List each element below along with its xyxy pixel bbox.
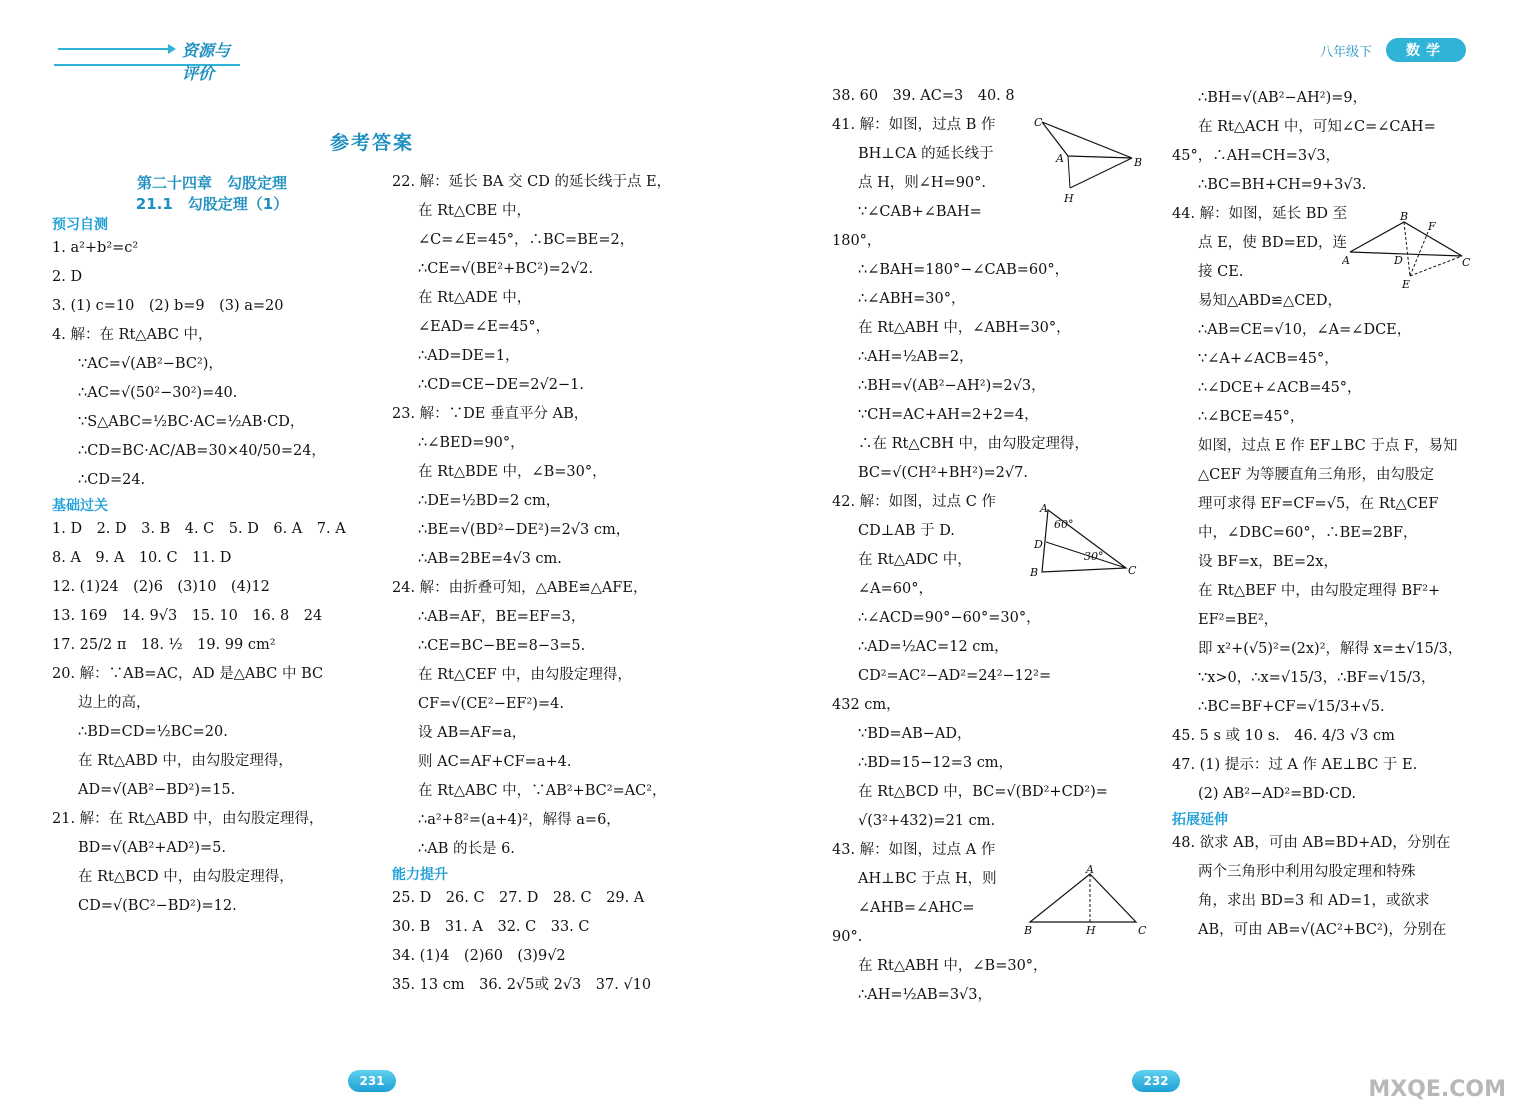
- answer-line: 41. 解：如图，过点 B 作: [832, 117, 996, 133]
- answer-line: 13. 169 14. 9√3 15. 10 16. 8 24: [52, 608, 323, 624]
- answer-line: 两个三角形中利用勾股定理和特殊: [1198, 864, 1416, 880]
- fig-label: B: [1400, 210, 1409, 223]
- fig-label: H: [1086, 924, 1096, 937]
- answer-line: ∴在 Rt△CBH 中，由勾股定理得，: [858, 436, 1090, 452]
- watermark-logo: MXQE.COM: [1368, 1077, 1506, 1102]
- figure-41: [1034, 112, 1146, 204]
- answer-line: CD=√(BC²−BD²)=12.: [78, 898, 237, 914]
- answer-line: 90°.: [832, 929, 863, 945]
- answer-line: ∠EAD=∠E=45°，: [418, 319, 551, 335]
- answer-line: ∴∠ACD=90°−60°=30°，: [858, 610, 1041, 626]
- answer-line: CD⊥AB 于 D.: [858, 523, 955, 539]
- answer-line: 2. D: [52, 269, 83, 285]
- answer-line: ∴CD=BC·AC/AB=30×40/50=24，: [78, 443, 326, 459]
- answer-line: ∠C=∠E=45°，∴BC=BE=2，: [418, 232, 635, 248]
- answer-line: 接 CE.: [1198, 264, 1244, 280]
- answer-line: 38. 60 39. AC=3 40. 8: [832, 88, 1015, 104]
- answer-line: 即 x²+(√5)²=(2x)²，解得 x=±√15/3，: [1198, 641, 1463, 657]
- answer-line: 45°，∴AH=CH=3√3，: [1172, 148, 1341, 164]
- header-right: [1320, 38, 1466, 62]
- fig-label: B: [1134, 156, 1143, 169]
- answer-line: ∴CE=BC−BE=8−3=5.: [418, 638, 586, 654]
- page-number: 231: [348, 1070, 396, 1092]
- answer-line: BC=√(CH²+BH²)=2√7.: [858, 465, 1028, 481]
- answer-line: 23. 解：∵DE 垂直平分 AB，: [392, 406, 589, 422]
- answer-line: 3. (1) c=10 (2) b=9 (3) a=20: [52, 298, 284, 314]
- answer-line: 24. 解：由折叠可知，△ABE≌△AFE，: [392, 580, 648, 596]
- answer-line: 在 Rt△ADE 中，: [418, 290, 532, 306]
- figure-42: [1028, 502, 1140, 582]
- answer-line: 35. 13 cm 36. 2√5或 2√3 37. √10: [392, 977, 652, 993]
- chapter-title: 第二十四章 勾股定理: [136, 174, 287, 192]
- answer-line: ∴AB=CE=√10，∠A=∠DCE，: [1198, 322, 1412, 338]
- answer-line: ∴AD=½AC=12 cm，: [858, 639, 1009, 655]
- answer-line: ∴BH=√(AB²−AH²)=9，: [1198, 90, 1368, 106]
- answer-line: △CEF 为等腰直角三角形，由勾股定: [1198, 467, 1434, 483]
- fig-label: A: [1086, 864, 1094, 876]
- answer-line: 点 E，使 BD=ED，连: [1198, 235, 1347, 251]
- section-heading: 预习自测: [52, 217, 108, 233]
- fig-label: C: [1138, 924, 1147, 937]
- answer-line: 在 Rt△ABC 中，∵AB²+BC²=AC²，: [418, 783, 667, 799]
- answer-line: ∴AC=√(50²−30²)=40.: [78, 385, 238, 401]
- answer-line: 在 Rt△ABD 中，由勾股定理得，: [78, 753, 293, 769]
- answer-line: 42. 解：如图，过点 C 作: [832, 494, 996, 510]
- answer-line: ∵x>0，∴x=√15/3，∴BF=√15/3，: [1198, 670, 1436, 686]
- answer-line: ∴CD=24.: [78, 472, 146, 488]
- answer-line: 43. 解：如图，过点 A 作: [832, 842, 996, 858]
- answer-line: 设 BF=x，BE=2x，: [1198, 554, 1338, 570]
- fig-label: C: [1034, 116, 1043, 129]
- answer-line: BH⊥CA 的延长线于: [858, 146, 994, 162]
- answer-line: ∴BH=√(AB²−AH²)=2√3，: [858, 378, 1046, 394]
- fig-label: 60°: [1054, 518, 1074, 531]
- answer-line: ∠A=60°，: [858, 581, 933, 597]
- column-2: [392, 168, 722, 1000]
- answer-line: AD=√(AB²−BD²)=15.: [78, 782, 236, 798]
- answer-line: ∴AH=½AB=2，: [858, 349, 974, 365]
- answer-line: 在 Rt△ABH 中，∠ABH=30°，: [858, 320, 1071, 336]
- page-number: 232: [1132, 1070, 1180, 1092]
- answer-line: 设 AB=AF=a，: [418, 725, 527, 741]
- answer-line: 则 AC=AF+CF=a+4.: [418, 754, 572, 770]
- answers-block: [392, 884, 722, 1000]
- figure-44: [1342, 210, 1472, 292]
- header-left: [54, 36, 240, 83]
- fig-label: E: [1402, 278, 1411, 291]
- fig-label: D: [1034, 538, 1043, 551]
- answer-line: ∴a²+8²=(a+4)²，解得 a=6，: [418, 812, 621, 828]
- answer-line: AH⊥BC 于点 H，则: [858, 871, 997, 887]
- answer-line: 1. a²+b²=c²: [52, 240, 139, 256]
- fig-label: D: [1394, 254, 1403, 267]
- answer-line: ∴AD=DE=1，: [418, 348, 520, 364]
- answer-line: ∴AB 的长是 6.: [418, 841, 515, 857]
- answer-line: ∴BD=CD=½BC=20.: [78, 724, 228, 740]
- answer-line: 12. (1)24 (2)6 (3)10 (4)12: [52, 579, 270, 595]
- answer-line: ∴∠BCE=45°，: [1198, 409, 1305, 425]
- fig-label: C: [1128, 564, 1137, 577]
- answer-line: √(3²+432)=21 cm.: [858, 813, 996, 829]
- answer-line: 8. A 9. A 10. C 11. D: [52, 550, 232, 566]
- answers-block: [1172, 84, 1492, 809]
- header-arrow-icon: [58, 48, 170, 50]
- answer-line: (2) AB²−AD²=BD·CD.: [1198, 786, 1356, 802]
- answer-line: 34. (1)4 (2)60 (3)9√2: [392, 948, 566, 964]
- section-heading: 拓展延伸: [1172, 812, 1228, 828]
- answer-line: ∵∠CAB+∠BAH=: [858, 204, 982, 220]
- answer-line: 中，∠DBC=60°，∴BE=2BF，: [1198, 525, 1418, 541]
- answer-line: 在 Rt△BEF 中，由勾股定理得 BF²+: [1198, 583, 1441, 599]
- fig-label: B: [1030, 566, 1039, 579]
- answer-line: 25. D 26. C 27. D 28. C 29. A: [392, 890, 645, 906]
- answer-line: 在 Rt△CEF 中，由勾股定理得，: [418, 667, 632, 683]
- answer-line: 理可求得 EF=CF=√5，在 Rt△CEF: [1198, 496, 1439, 512]
- answer-line: 4. 解：在 Rt△ABC 中，: [52, 327, 213, 343]
- answer-line: ∴CE=√(BE²+BC²)=2√2.: [418, 261, 594, 277]
- answer-line: ∴AB=AF，BE=EF=3，: [418, 609, 586, 625]
- answers-block: [1172, 829, 1492, 945]
- answer-line: ∵S△ABC=½BC·AC=½AB·CD，: [78, 414, 305, 430]
- answer-line: CF=√(CE²−EF²)=4.: [418, 696, 564, 712]
- answer-line: 48. 欲求 AB，可由 AB=BD+AD，分别在: [1172, 835, 1451, 851]
- answer-line: 易知△ABD≌△CED，: [1198, 293, 1343, 309]
- answer-line: ∴∠ABH=30°，: [858, 291, 966, 307]
- subject-badge: 数学: [1386, 38, 1466, 62]
- answer-line: 边上的高，: [78, 695, 151, 711]
- section-title: 21.1 勾股定理（1）: [135, 195, 289, 213]
- section-heading: 基础过关: [52, 498, 108, 514]
- answer-line: BD=√(AB²+AD²)=5.: [78, 840, 226, 856]
- answer-line: 45. 5 s 或 10 s. 46. 4/3 √3 cm: [1172, 728, 1395, 744]
- section-heading: 能力提升: [392, 867, 448, 883]
- answer-line: ∵BD=AB−AD，: [858, 726, 972, 742]
- answer-line: ∴BD=15−12=3 cm，: [858, 755, 1014, 771]
- answer-line: 44. 解：如图，延长 BD 至: [1172, 206, 1348, 222]
- answer-line: 在 Rt△ACH 中，可知∠C=∠CAH=: [1198, 119, 1436, 135]
- answers-block: [392, 168, 722, 864]
- answer-line: ∴DE=½BD=2 cm，: [418, 493, 561, 509]
- answer-line: EF²=BE²，: [1198, 612, 1279, 628]
- fig-label: A: [1056, 152, 1064, 165]
- answer-line: 在 Rt△BDE 中，∠B=30°，: [418, 464, 607, 480]
- answer-line: ∠AHB=∠AHC=: [858, 900, 975, 916]
- answer-line: 47. (1) 提示：过 A 作 AE⊥BC 于 E.: [1172, 757, 1418, 773]
- answer-line: ∴∠DCE+∠ACB=45°，: [1198, 380, 1362, 396]
- figure-43: [1024, 864, 1150, 940]
- answer-line: ∵∠A+∠ACB=45°，: [1198, 351, 1339, 367]
- answer-line: ∴BC=BH+CH=9+3√3.: [1198, 177, 1367, 193]
- answer-line: CD²=AC²−AD²=24²−12²=: [858, 668, 1052, 684]
- answer-line: 432 cm，: [832, 697, 901, 713]
- answer-line: 在 Rt△ABH 中，∠B=30°，: [858, 958, 1048, 974]
- answer-line: ∴BC=BF+CF=√15/3+√5.: [1198, 699, 1385, 715]
- answer-line: ∴CD=CE−DE=2√2−1.: [418, 377, 584, 393]
- fig-label: B: [1024, 924, 1033, 937]
- answer-line: ∴∠BED=90°，: [418, 435, 525, 451]
- fig-label: A: [1342, 254, 1350, 267]
- answer-line: 30. B 31. A 32. C 33. C: [392, 919, 590, 935]
- answer-line: ∵CH=AC+AH=2+2=4，: [858, 407, 1039, 423]
- right-page: [768, 0, 1536, 1114]
- answer-line: ∵AC=√(AB²−BC²)，: [78, 356, 223, 372]
- fig-label: 30°: [1084, 550, 1104, 563]
- answer-line: 在 Rt△CBE 中，: [418, 203, 531, 219]
- answers-block: [52, 515, 372, 921]
- page-title: 参考答案: [330, 132, 415, 154]
- fig-label: F: [1428, 220, 1436, 233]
- answers-block: [52, 234, 372, 495]
- answer-line: 在 Rt△BCD 中，由勾股定理得，: [78, 869, 294, 885]
- answer-line: 点 H，则∠H=90°.: [858, 175, 987, 191]
- fig-label: C: [1462, 256, 1471, 269]
- answer-line: ∴∠BAH=180°−∠CAB=60°，: [858, 262, 1070, 278]
- answer-line: ∴AB=2BE=4√3 cm.: [418, 551, 562, 567]
- answer-line: ∴BE=√(BD²−DE²)=2√3 cm，: [418, 522, 631, 538]
- fig-label: A: [1040, 502, 1048, 515]
- answer-line: 17. 25/2 π 18. ½ 19. 99 cm²: [52, 637, 276, 653]
- header-title: 资源与评价: [182, 41, 231, 83]
- answer-line: 角，求出 BD=3 和 AD=1，或欲求: [1198, 893, 1430, 909]
- column-1: [52, 172, 372, 921]
- answer-line: 180°，: [832, 233, 882, 249]
- grade-label: 八年级下: [1319, 44, 1372, 60]
- answer-line: 21. 解：在 Rt△ABD 中，由勾股定理得，: [52, 811, 324, 827]
- answer-line: 1. D 2. D 3. B 4. C 5. D 6. A 7. A: [52, 521, 346, 537]
- answer-line: 在 Rt△ADC 中，: [858, 552, 972, 568]
- answer-line: ∴AH=½AB=3√3，: [858, 987, 993, 1003]
- answer-line: 22. 解：延长 BA 交 CD 的延长线于点 E，: [392, 174, 672, 190]
- answer-line: AB，可由 AB=√(AC²+BC²)，分别在: [1198, 922, 1447, 938]
- answer-line: 在 Rt△BCD 中，BC=√(BD²+CD²)=: [858, 784, 1108, 800]
- answer-line: 如图，过点 E 作 EF⊥BC 于点 F，易知: [1198, 438, 1458, 454]
- answer-line: 20. 解：∵AB=AC，AD 是△ABC 中 BC: [52, 666, 324, 682]
- fig-label: H: [1064, 192, 1074, 204]
